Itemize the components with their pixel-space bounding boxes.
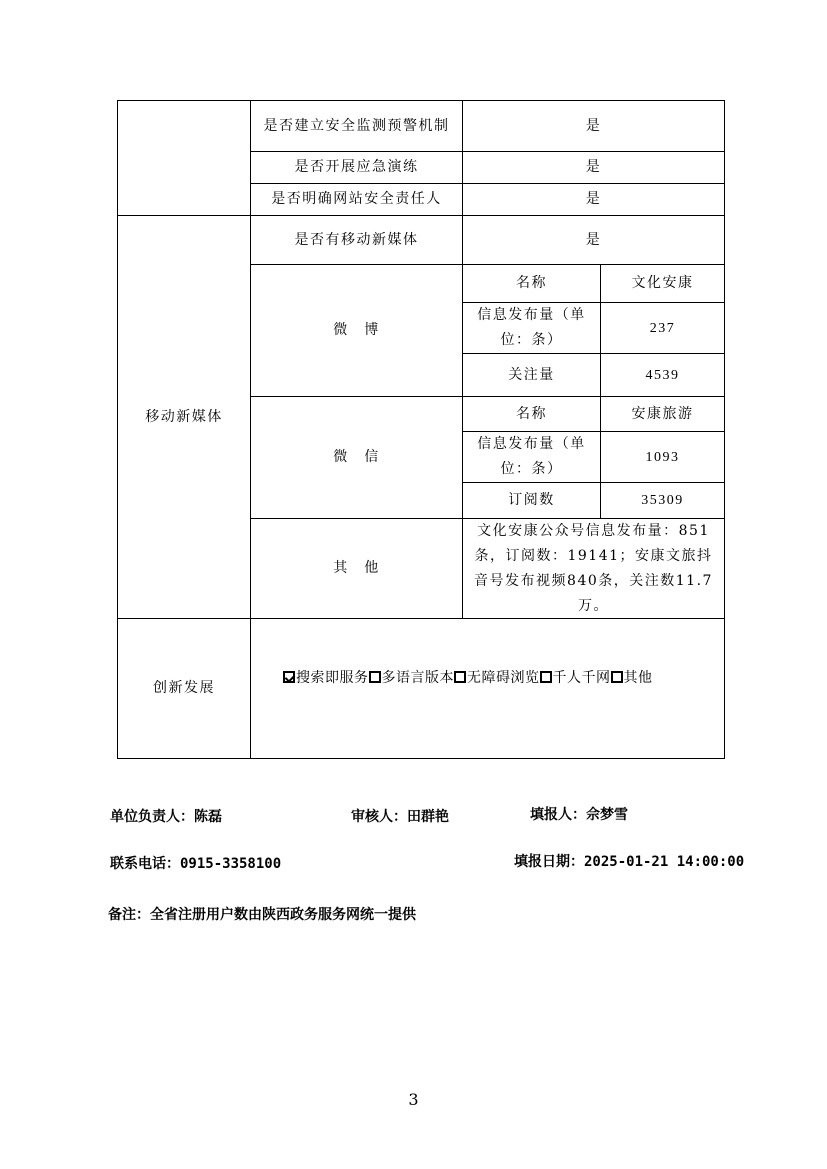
checkbox-icon[interactable] (540, 671, 552, 683)
note: 备注：全省注册用户数由陕西政务服务网统一提供 (108, 907, 416, 923)
other-media-label: 其 他 (250, 518, 463, 619)
filler: 填报人：佘梦雪 (530, 807, 628, 823)
has-mobile-media-label: 是否有移动新媒体 (250, 215, 463, 265)
mobile-media-section-label: 移动新媒体 (117, 215, 251, 619)
weibo-label: 微 博 (250, 264, 463, 397)
weibo-followers-value: 4539 (600, 353, 725, 397)
innovation-options-cell (250, 618, 725, 759)
option-multilingual[interactable] (369, 667, 455, 687)
wechat-name-value: 安康旅游 (600, 396, 725, 432)
option-personalized[interactable] (540, 667, 611, 687)
option-search-as-service[interactable] (283, 667, 369, 687)
checkbox-checked-icon[interactable] (283, 671, 295, 683)
option-label: 搜索即服务 (296, 670, 369, 686)
option-label: 千人千网 (552, 670, 611, 686)
security-row-value: 是 (462, 100, 725, 152)
option-label: 无障碍浏览 (467, 670, 540, 686)
has-mobile-media-value: 是 (462, 215, 725, 265)
wechat-posts-value: 1093 (600, 431, 725, 483)
page-number: 3 (408, 1090, 419, 1109)
security-row-label: 是否明确网站安全责任人 (250, 183, 463, 216)
wechat-posts-label: 信息发布量（单位：条） (462, 431, 601, 483)
unit-head: 单位负责人：陈磊 (110, 809, 222, 825)
security-row-value: 是 (462, 151, 725, 184)
option-accessibility[interactable] (454, 667, 540, 687)
security-row-label: 是否开展应急演练 (250, 151, 463, 184)
weibo-name-value: 文化安康 (600, 264, 725, 303)
wechat-subs-label: 订阅数 (462, 482, 601, 519)
report-table (117, 100, 725, 759)
weibo-posts-label: 信息发布量（单位：条） (462, 302, 601, 354)
security-row-value: 是 (462, 183, 725, 216)
option-other[interactable] (611, 667, 653, 687)
innovation-options (283, 667, 653, 687)
other-media-value: 文化安康公众号信息发布量：851条，订阅数：19141；安康文旅抖音号发布视频840条，关注数11.7万。 (462, 518, 725, 619)
reviewer: 审核人：田群艳 (351, 809, 449, 825)
weibo-posts-value: 237 (600, 302, 725, 354)
weibo-name-label: 名称 (462, 264, 601, 303)
security-section-cell (117, 100, 251, 216)
weibo-followers-label: 关注量 (462, 353, 601, 397)
wechat-subs-value: 35309 (600, 482, 725, 519)
wechat-label: 微 信 (250, 396, 463, 519)
checkbox-icon[interactable] (611, 671, 623, 683)
contact-phone: 联系电话：0915-3358100 (110, 856, 282, 872)
security-row-label: 是否建立安全监测预警机制 (250, 100, 463, 152)
checkbox-icon[interactable] (454, 671, 466, 683)
checkbox-icon[interactable] (369, 671, 381, 683)
option-label: 其他 (623, 670, 653, 686)
innovation-label: 创新发展 (117, 618, 251, 759)
wechat-name-label: 名称 (462, 396, 601, 432)
fill-date: 填报日期：2025-01-21 14:00:00 (514, 854, 745, 870)
option-label: 多语言版本 (381, 670, 454, 686)
